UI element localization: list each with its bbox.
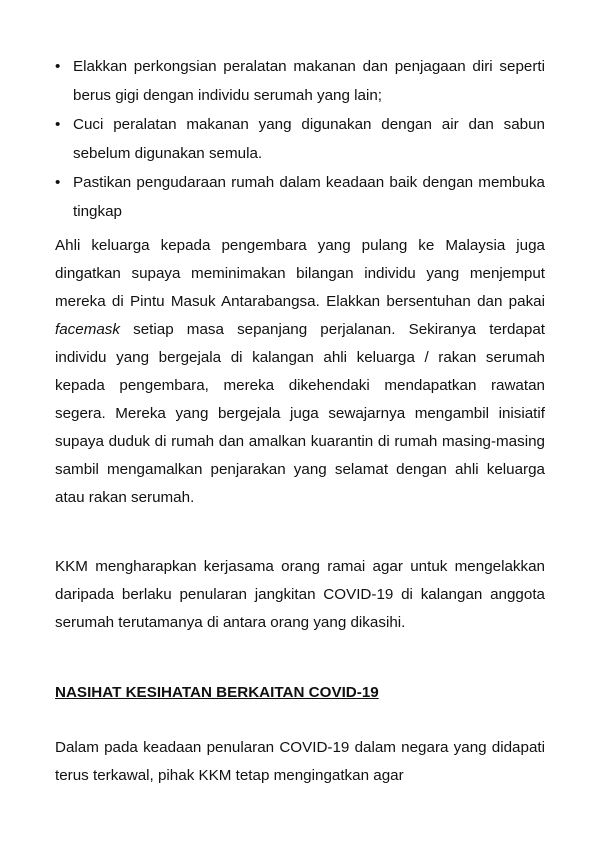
bullet-list [55, 52, 545, 226]
bullet-item [55, 168, 545, 226]
bullet-item [55, 52, 545, 110]
bullet-marker: • [55, 174, 61, 191]
bullet-text: Elakkan perkongsian peralatan makanan dan penjagaan diri seperti berus gigi dengan individu serumah yang lain; [73, 58, 545, 104]
bullet-marker: • [55, 58, 61, 75]
italic-term: facemask [55, 321, 120, 338]
paragraph-advice: Dalam pada keadaan penularan COVID-19 dalam negara yang didapati terus terkawal, pihak KKM tetap mengingatkan agar [55, 739, 545, 784]
paragraph-text: setiap masa sepanjang perjalanan. Sekiranya terdapat individu yang bergejala di kalangan ahli keluarga / rakan serumah kepada pengembara, mereka dikehendaki mendapatkan rawatan segera. Mereka yang bergejala juga sewajarnya mengambil inisiatif supaya duduk di rumah dan amalkan kuarantin di rumah masing-masing sambil mengamalkan penjarakan yang selamat dengan ahli keluarga atau rakan serumah. [55, 321, 545, 506]
bullet-text: Cuci peralatan makanan yang digunakan dengan air dan sabun sebelum digunakan semula. [73, 116, 545, 162]
paragraph-travellers-family [55, 232, 545, 512]
bullet-marker: • [55, 116, 61, 133]
paragraph-kkm-cooperation: KKM mengharapkan kerjasama orang ramai agar untuk mengelakkan daripada berlaku penularan jangkitan COVID-19 di kalangan anggota serumah terutamanya di antara orang yang dikasihi. [55, 558, 545, 631]
bullet-text: Pastikan pengudaraan rumah dalam keadaan baik dengan membuka tingkap [73, 174, 545, 220]
section-heading: NASIHAT KESIHATAN BERKAITAN COVID-19 [55, 684, 379, 701]
bullet-item [55, 110, 545, 168]
paragraph-text: Ahli keluarga kepada pengembara yang pulang ke Malaysia juga dingatkan supaya meminimakan bilangan individu yang menjemput mereka di Pintu Masuk Antarabangsa. Elakkan bersentuhan dan pakai [55, 237, 545, 310]
